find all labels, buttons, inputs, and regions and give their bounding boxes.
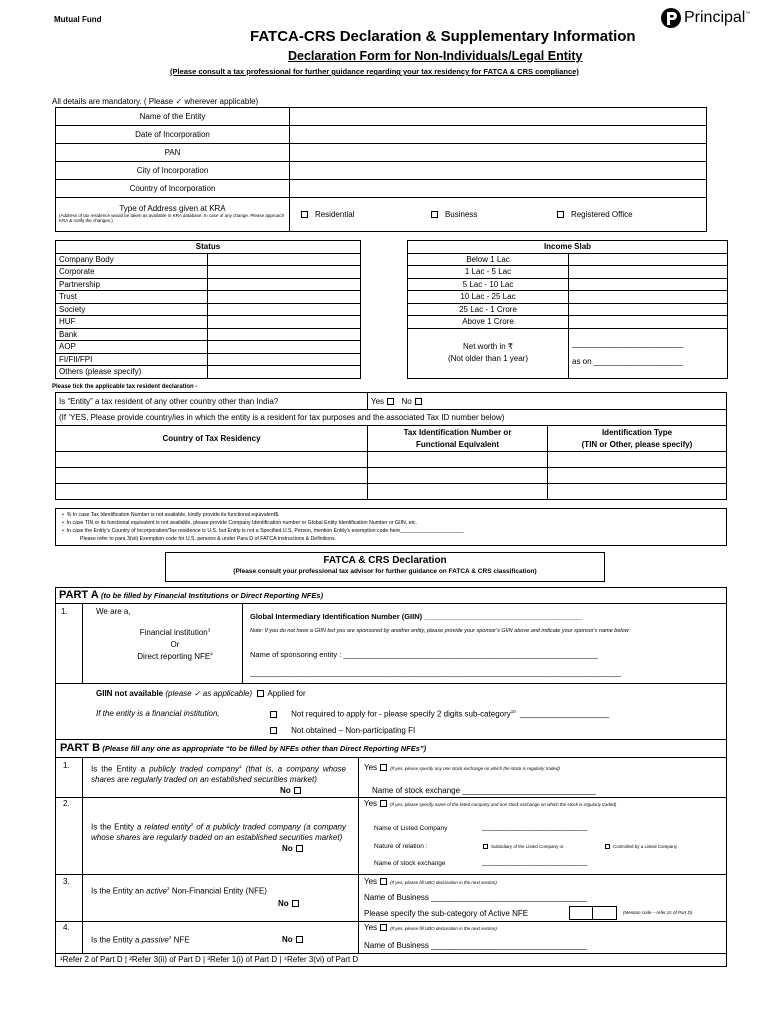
q3-no-checkbox[interactable] <box>292 900 299 907</box>
q1-no-checkbox[interactable] <box>294 787 301 794</box>
q2-exchange-label: Name of stock exchange <box>374 860 446 867</box>
registered-office-option[interactable] <box>554 210 633 219</box>
q2-subsidiary-checkbox[interactable] <box>483 844 488 849</box>
drn-sup: 4 <box>210 651 213 657</box>
status-item: Corporate <box>56 266 208 279</box>
drn-label: Direct reporting NFE <box>137 652 211 661</box>
q2-subsidiary: Subsidiary of the Listed Company or <box>480 844 564 849</box>
business-checkbox[interactable] <box>431 211 438 218</box>
q1-yes-note: (If yes, please specify any one stock exchange on which the stock is regularly traded) <box>390 766 560 771</box>
status-item: AOP <box>56 341 208 354</box>
status-checkbox-cell[interactable] <box>208 253 361 266</box>
status-checkbox-cell[interactable] <box>208 316 361 329</box>
address-note: (Address of tax residence would be taken as available in KRA database. In case of any change. Please approach KRA & notify the changes.) <box>59 212 285 223</box>
status-checkbox-cell[interactable] <box>208 303 361 316</box>
not-obtained-row <box>267 726 415 735</box>
city-label: City of Incorporation <box>56 162 290 180</box>
tax-no-checkbox[interactable] <box>415 398 422 405</box>
applied-for-checkbox[interactable] <box>257 690 264 697</box>
fi-sup: 3 <box>207 627 211 633</box>
part-b-divider <box>358 758 359 954</box>
tax-yes-label: Yes <box>371 396 385 406</box>
q1-number: 1. <box>63 761 70 770</box>
q1-yes: Yes (If yes, please specify any one stock exchange on which the stock is regularly traded) <box>364 763 560 772</box>
country-cell[interactable] <box>56 484 368 500</box>
country-residency-header: Country of Tax Residency <box>56 426 368 452</box>
q3-business[interactable]: Name of Business ___________________________________ <box>364 893 587 902</box>
mandatory-note: All details are mandatory. ( Please ✓ wherever applicable) <box>52 97 259 106</box>
q2-exchange-input[interactable]: ___________________________ <box>482 859 588 866</box>
tax-no-label: No <box>401 396 412 406</box>
id-type-cell[interactable] <box>548 468 727 484</box>
status-checkbox-cell[interactable] <box>208 328 361 341</box>
status-checkbox-cell[interactable] <box>208 278 361 291</box>
country-label: Country of Incorporation <box>56 180 290 198</box>
part-b-rule <box>55 921 727 922</box>
tax-yes-checkbox[interactable] <box>387 398 394 405</box>
income-header: Income Slab <box>408 241 728 254</box>
giin-na-label: GIIN not available <box>96 689 164 698</box>
entity-name-input[interactable] <box>290 108 707 126</box>
q4-number: 4. <box>63 923 70 932</box>
page-subtitle: Declaration Form for Non-Individuals/Legal Entity <box>288 49 583 63</box>
status-table <box>55 240 361 379</box>
fi-block <box>110 627 240 663</box>
status-item: Bank <box>56 328 208 341</box>
income-item: 10 Lac - 25 Lac <box>408 291 569 304</box>
footnote-box <box>55 508 727 546</box>
address-type-label: Type of Address given at KRA <box>119 204 226 214</box>
q4-no: No <box>282 935 306 944</box>
q2-number: 2. <box>63 799 70 808</box>
residential-label: Residential <box>314 209 355 219</box>
q4-yes: Yes (If yes, please fill UBO declaration in the next section) <box>364 923 497 932</box>
fatca-title: FATCA & CRS Declaration <box>323 555 447 566</box>
q3-no: No <box>278 899 302 908</box>
part-a-header <box>55 587 727 604</box>
q3-number: 3. <box>63 877 70 886</box>
income-item: 5 Lac - 10 Lac <box>408 278 569 291</box>
income-item: 25 Lac - 1 Crore <box>408 303 569 316</box>
mutual-fund-label: Mutual Fund <box>54 15 102 24</box>
country-input[interactable] <box>290 180 707 198</box>
income-checkbox-cell[interactable] <box>569 266 728 279</box>
status-item: Partnership <box>56 278 208 291</box>
income-item: Above 1 Crore <box>408 316 569 329</box>
status-item: Society <box>56 303 208 316</box>
income-checkbox-cell[interactable] <box>569 316 728 329</box>
footnote: • % In case Tax Identification Number is not available, kindly provide its functional equivalent$. <box>62 512 280 518</box>
part-a-divider <box>242 604 243 684</box>
country-cell[interactable] <box>56 452 368 468</box>
id-type-cell[interactable] <box>548 484 727 500</box>
q3-code-box-2[interactable] <box>593 906 617 920</box>
status-checkbox-cell[interactable] <box>208 341 361 354</box>
registered-office-label: Registered Office <box>570 209 633 219</box>
part-b-divider <box>82 758 83 954</box>
part-b-header <box>55 740 727 758</box>
city-input[interactable] <box>290 162 707 180</box>
q1-yes-checkbox[interactable] <box>380 764 387 771</box>
or-label: Or <box>170 640 180 649</box>
tax-advice: (Please consult a tax professional for further guidance regarding your tax residency for FATCA & CRS compliance) <box>170 67 579 76</box>
tax-question: Is “Entity” a tax resident of any other country other than India? <box>56 393 368 410</box>
q2-controlled-checkbox[interactable] <box>605 844 610 849</box>
sponsor-field[interactable]: Name of sponsoring entity : _____________________________________________________________ <box>250 650 598 659</box>
income-checkbox-cell[interactable] <box>569 253 728 266</box>
q4-text: Is the Entity a passive$^2$ NFE <box>91 935 190 945</box>
income-slab-table <box>407 240 728 379</box>
q2-no: No <box>282 844 306 853</box>
entity-name-label: Name of the Entity <box>56 108 290 126</box>
q2-yes-checkbox[interactable] <box>380 800 387 807</box>
income-checkbox-cell[interactable] <box>569 291 728 304</box>
giin-na-row <box>96 689 306 698</box>
residential-checkbox[interactable] <box>301 211 308 218</box>
q2-text: Is the Entity a related entity$^2$ of a publicly traded company (a company whose shares are regularly traded on an established securities market) <box>91 822 346 843</box>
pan-input[interactable] <box>290 144 707 162</box>
part-a-divider <box>82 604 83 684</box>
tin-cell[interactable] <box>368 468 548 484</box>
not-required-sup: 10 <box>510 709 516 714</box>
income-checkbox-cell[interactable] <box>569 303 728 316</box>
part-refs: ¹Refer 2 of Part D | ²Refer 3(ii) of Part D | ³Refer 1(i) of Part D | ⁴Refer 3(vi) of Part D <box>55 954 727 967</box>
income-item: 1 Lac - 5 Lac <box>408 266 569 279</box>
status-item: Trust <box>56 291 208 304</box>
principal-logo <box>660 7 750 29</box>
q3-yes: Yes (If yes, please fill UBO declaration in the next section) <box>364 877 497 886</box>
q3-yes-note: (If yes, please fill UBO declaration in the next section) <box>390 880 497 885</box>
q2-relation-label: Nature of relation : <box>374 843 428 850</box>
tax-residency-table <box>55 392 727 500</box>
not-required-checkbox[interactable] <box>270 711 277 718</box>
income-item: Below 1 Lac <box>408 253 569 266</box>
status-header: Status <box>56 241 361 254</box>
sponsor-blank[interactable]: _________________________________________________________________________________________ <box>250 668 622 677</box>
q3-text: Is the Entity an active$^2$ Non-Financial Entity (NFE) <box>91 886 267 896</box>
tax-instructions: (If ‘YES, Please provide country/ies in which the entity is a resident for tax purposes and the associated Tax ID number below) <box>56 410 727 426</box>
footnote: Please refer to para 3(vii) Exemption code for U.S. persons & under Para D of FATCA Instructions & Definitions. <box>80 536 337 543</box>
trademark: ™ <box>745 11 751 17</box>
q3-yes-checkbox[interactable] <box>380 878 387 885</box>
business-option[interactable] <box>428 210 478 219</box>
q2-listed-label: Name of Listed Company <box>374 825 448 832</box>
networth-input[interactable]: _________________________ <box>572 339 684 349</box>
incorporation-date-input[interactable] <box>290 126 707 144</box>
status-checkbox-cell[interactable] <box>208 366 361 379</box>
q4-no-checkbox[interactable] <box>296 936 303 943</box>
not-obtained-label: Not obtained – Non-participating FI <box>291 726 416 735</box>
q4-yes-note: (If yes, please fill UBO declaration in the next section) <box>390 926 497 931</box>
not-obtained-checkbox[interactable] <box>270 727 277 734</box>
giin-note: Note: If you do not have a GIIN but you are sponsored by another entity, please provide your sponsor's GIIN above and indicate your sponsor's name below: <box>250 628 631 634</box>
business-label: Business <box>444 209 478 219</box>
q3-mention: (Mention code – refer 2c of Part D) <box>623 910 693 915</box>
applied-for-label: Applied for <box>267 689 306 698</box>
id-type-header: Identification Type <box>601 427 673 437</box>
as-on-input[interactable]: as on ____________________ <box>572 357 683 366</box>
networth-note: (Not older than 1 year) <box>447 354 529 363</box>
q2-no-checkbox[interactable] <box>296 845 303 852</box>
tick-label: Please tick the applicable tax resident declaration - <box>52 384 198 390</box>
subcategory-input[interactable]: ____________________ <box>520 709 610 719</box>
registered-office-checkbox[interactable] <box>557 211 564 218</box>
q2-controlled: Controlled by a Listed Company <box>602 844 677 849</box>
status-checkbox-cell[interactable] <box>208 291 361 304</box>
fatca-sub: (Please consult your professional tax advisor for further guidance on FATCA & CRS classification) <box>233 568 537 575</box>
q4-business[interactable]: Name of Business ___________________________________ <box>364 941 587 950</box>
q1-text: Is the Entity a publicly traded company$^1$ (that is, a company whose shares are regularly traded on an established securities market) <box>91 764 346 785</box>
part-b-rule <box>55 874 727 875</box>
tin-header: Tax Identification Number or <box>403 427 512 437</box>
status-checkbox-cell[interactable] <box>208 266 361 279</box>
status-item: Others (please specify) <box>56 366 208 379</box>
networth-label: Net worth in ₹ <box>463 342 513 351</box>
incorporation-date-label: Date of Incorporation <box>56 126 290 144</box>
tin-header-2: Functional Equivalent <box>415 439 500 449</box>
giin-field[interactable]: Global Intermediary Identification Number (GIIN) ______________________________________ <box>250 612 583 621</box>
principal-brand: Principal <box>684 9 746 26</box>
part-b-rule <box>55 797 727 798</box>
if-fi-label: If the entity is a financial institution, <box>96 709 220 718</box>
id-type-cell[interactable] <box>548 452 727 468</box>
status-checkbox-cell[interactable] <box>208 353 361 366</box>
tin-cell[interactable] <box>368 484 548 500</box>
part-b-title: PART B <box>60 742 101 754</box>
q1-no: No <box>280 786 304 795</box>
q2-yes: Yes (If yes, please specify name of the listed company and one stock exchange on which the stock is regularly traded) <box>364 799 617 808</box>
principal-logo-icon <box>660 7 682 29</box>
footnote: • In case the Entity’s Country of Incorporation/Tax residence is U.S. but Entity is not a Specified U.S. Person, mention Entity’s exemption code here______________________ <box>62 528 464 535</box>
part-a-title: PART A <box>59 589 99 601</box>
income-checkbox-cell[interactable] <box>569 278 728 291</box>
status-item: Company Body <box>56 253 208 266</box>
tin-cell[interactable] <box>368 452 548 468</box>
q2-listed-input[interactable]: ___________________________ <box>482 824 588 831</box>
q4-yes-checkbox[interactable] <box>380 924 387 931</box>
q3-subcategory-label: Please specify the sub-category of Active NFE <box>364 909 529 918</box>
status-item: HUF <box>56 316 208 329</box>
part-a-sub: (to be filled by Financial Institutions or Direct Reporting NFEs) <box>100 591 324 600</box>
fatca-header-box <box>165 552 605 582</box>
not-required-row <box>267 709 609 719</box>
id-type-header-2: (TIN or Other, please specify) <box>581 439 693 449</box>
we-are-label: We are a, <box>96 607 131 616</box>
q1-exchange[interactable]: Name of stock exchange ______________________________ <box>372 786 596 795</box>
pan-label: PAN <box>56 144 290 162</box>
not-required-label: Not required to apply for - please specify 2 digits sub-category <box>291 709 511 719</box>
q2-yes-note: (If yes, please specify name of the listed company and one stock exchange on which the stock is regularly traded) <box>390 802 617 807</box>
q3-code-box-1[interactable] <box>569 906 593 920</box>
part-b-sub: (Please fill any one as appropriate “to be filled by NFEs other than Direct Reporting NFEs”) <box>102 744 427 753</box>
fi-label: Financial institution <box>139 628 208 637</box>
entity-details-table <box>55 107 707 232</box>
residential-option[interactable] <box>298 210 355 219</box>
part-a-number: 1. <box>61 607 68 616</box>
country-cell[interactable] <box>56 468 368 484</box>
footnote: • In case TIN or its functional equivalent is not available, please provide Company Identification number or Global Entity Identification Number or GIIN, etc. <box>62 520 417 527</box>
as-applicable: (please ✓ as applicable) <box>165 689 253 698</box>
status-item: FI/FII/FPI <box>56 353 208 366</box>
page-title: FATCA-CRS Declaration & Supplementary Information <box>250 28 636 45</box>
